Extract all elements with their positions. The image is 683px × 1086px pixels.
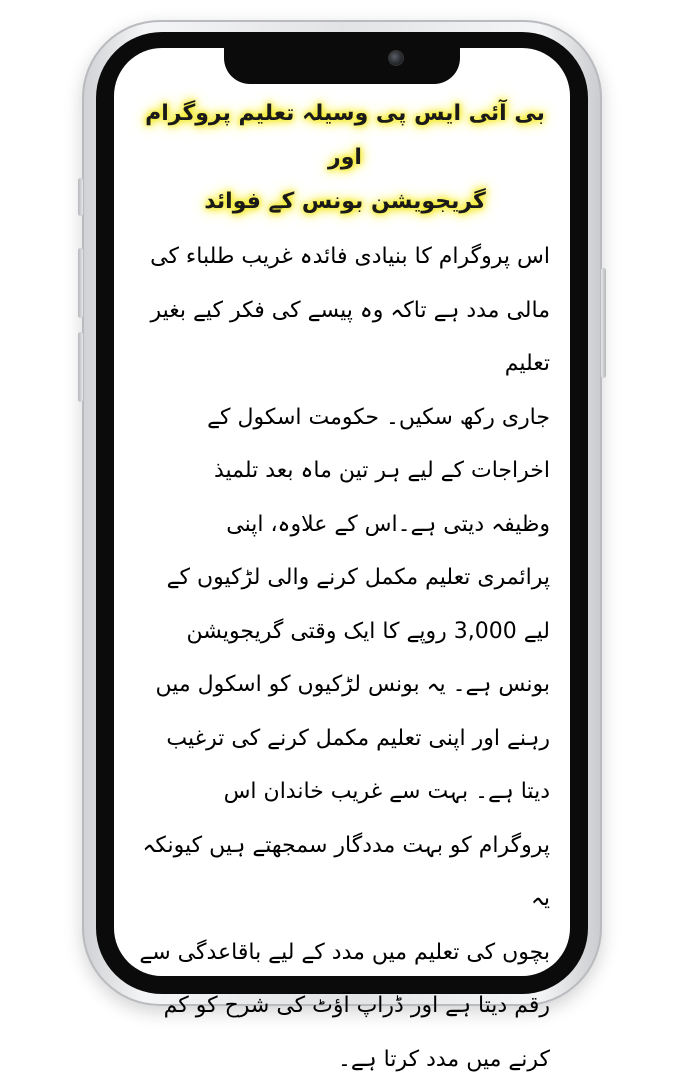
silent-switch [78, 178, 83, 216]
body-line: وظیفہ دیتی ہے۔اس کے علاوہ، اپنی [136, 498, 550, 552]
body-line: لیے 3,000 روپے کا ایک وقتی گریجویشن [136, 605, 550, 659]
body-line: رقم دیتا ہے اور ڈراپ آؤٹ کی شرح کو کم [136, 979, 550, 1033]
body-line: بونس ہے۔ یہ بونس لڑکیوں کو اسکول میں [136, 658, 550, 712]
body-line: کرنے میں مدد کرتا ہے۔ [136, 1033, 550, 1086]
body-line: اس پروگرام کا بنیادی فائدہ غریب طلباء کی [136, 230, 550, 284]
body-line: جاری رکھ سکیں۔ حکومت اسکول کے [136, 391, 550, 445]
article [136, 92, 554, 1086]
power-button [601, 268, 606, 378]
body-line: اخراجات کے لیے ہر تین ماہ بعد تلمیذ [136, 444, 550, 498]
body-line: پروگرام کو بہت مددگار سمجھتے ہیں کیونکہ یہ [136, 819, 550, 926]
body-line: پرائمری تعلیم مکمل کرنے والی لڑکیوں کے [136, 551, 550, 605]
article-title-line-1: بی آئی ایس پی وسیلہ تعلیم پروگرام اور [145, 101, 545, 170]
body-line: مالی مدد ہے تاکہ وہ پیسے کی فکر کیے بغیر تعلیم [136, 284, 550, 391]
body-line: بچوں کی تعلیم میں مدد کے لیے باقاعدگی سے [136, 926, 550, 980]
article-title [136, 92, 554, 224]
body-line: دیتا ہے۔ بہت سے غریب خاندان اس [136, 765, 550, 819]
article-body [136, 230, 554, 1086]
volume-down-button [78, 332, 83, 402]
volume-up-button [78, 248, 83, 318]
phone-notch [224, 46, 460, 84]
article-title-line-2: گریجویشن بونس کے فوائد [204, 189, 486, 214]
body-line: رہنے اور اپنی تعلیم مکمل کرنے کی ترغیب [136, 712, 550, 766]
camera-icon [388, 50, 404, 66]
